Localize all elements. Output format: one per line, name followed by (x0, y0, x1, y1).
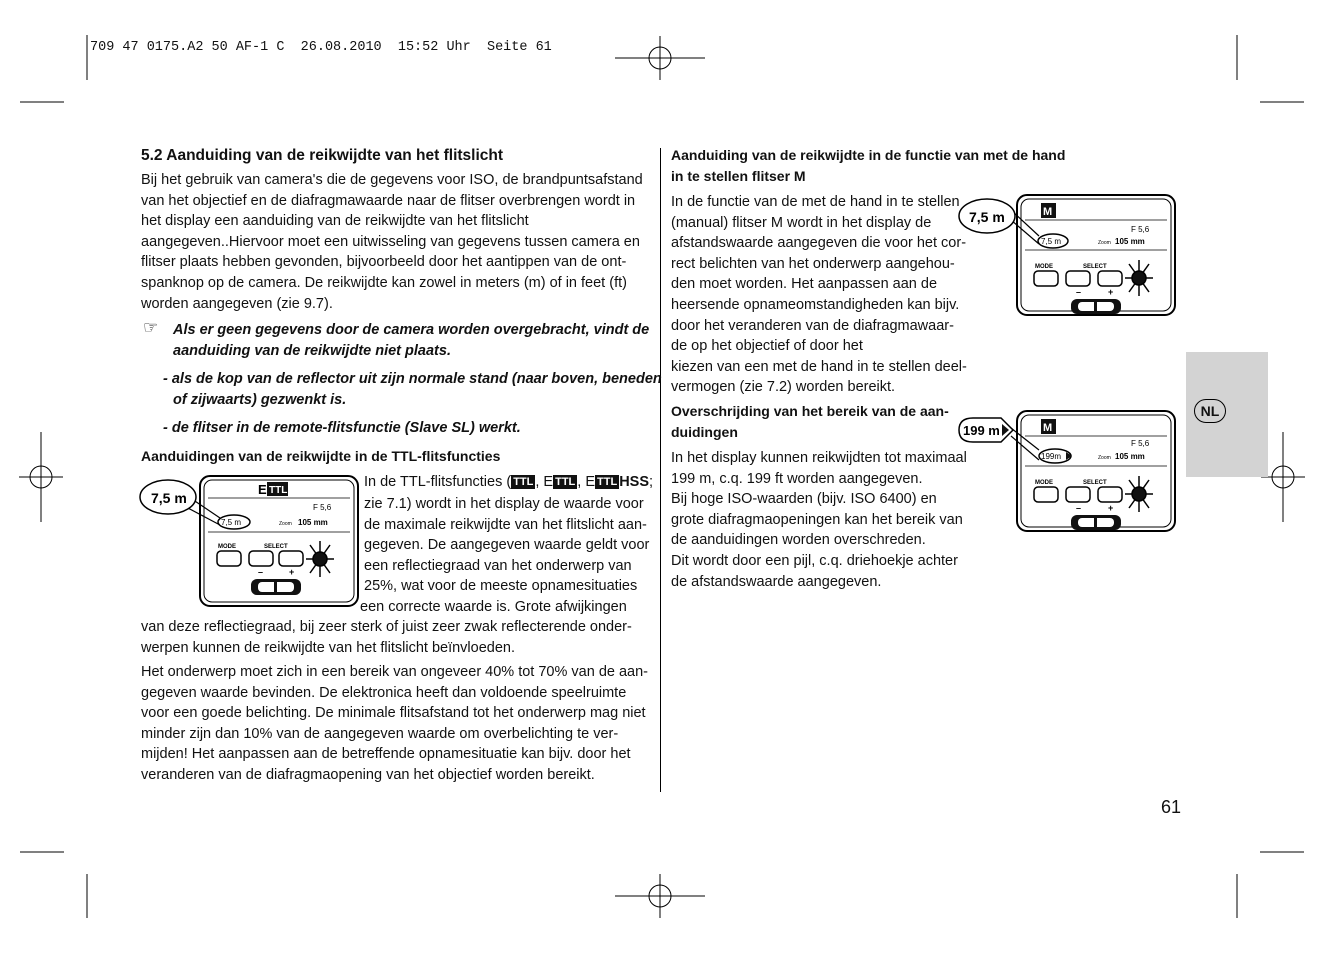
minus-label: – (258, 567, 264, 577)
display-range: 7,5 m (1041, 237, 1062, 246)
mode-button-label: MODE (1035, 264, 1053, 270)
display-ttl-badge: TTL (269, 485, 288, 496)
display-range: 199m (1041, 452, 1062, 461)
display-zoom-label: Zoom (1098, 455, 1111, 461)
display-mode-badge: M (1043, 422, 1053, 434)
display-zoom-label: Zoom (1098, 240, 1111, 246)
minus-label: – (1076, 287, 1082, 297)
ttl-wrap-paragraph: zie 7.1) wordt in het display de waarde voor de maximale reikwijdte van het flitslicht aan- gegeven. De aangegeven waarde geldt voor een reflectiegraad van het onderwerp van 25%, wat voor de meeste opnamesituaties een correcte waarde is. Grote afwijkingen (360, 496, 650, 615)
display-range: 7,5 m (221, 518, 242, 527)
manual-heading: Aanduiding van de reikwijdte in de functie van met de hand in te stellen flitser M (671, 147, 1066, 184)
ettl-badge: TTL (555, 476, 576, 488)
note-bullet-reflector: - als de kop van de reflector uit zijn normale stand (naar boven, beneden of zijwaarts) gezwenkt is. (163, 371, 662, 408)
column-divider (660, 148, 661, 792)
range-callout: 7,5 m (151, 490, 187, 506)
intro-paragraph: Bij het gebruik van camera's die de gegevens voor ISO, de brandpuntsafstand van het objectief en de diafragmawaarde naar de flitser overbrengen wordt in het display een aanduiding van de reikwijdte van het flitslicht aangegeven..Hiervoor moet een uitwisseling van gegevens tussen camera en flitser plaats hebben gevonden, bijvoorbeeld door het aantippen van de ont- spanknop op de camera. De reikwijdte kan zowel in meters (m) of in feet (ft) worden aangegeven (zie 9.7). (141, 172, 643, 312)
flash-burst-icon (1125, 476, 1153, 512)
mode-button-label: MODE (1035, 480, 1053, 486)
overrange-heading: Overschrijding van het bereik van de aan- duidingen (671, 403, 949, 440)
plus-label: + (1108, 503, 1114, 513)
note-text: Als er geen gegevens door de camera worden overgebracht, vindt de aanduiding van de reikwijdte niet plaats. (173, 322, 650, 359)
display-mode-badge: M (1043, 206, 1053, 218)
flash-display-overrange (955, 408, 1180, 534)
print-header: 709 47 0175.A2 50 AF-1 C 26.08.2010 15:52 Uhr Seite 61 (90, 40, 552, 55)
range-callout: 7,5 m (969, 209, 1005, 225)
section-heading: 5.2 Aanduiding van de reikwijdte van het flitslicht (141, 147, 504, 164)
minus-label: – (1076, 503, 1082, 513)
display-aperture: F 5,6 (1131, 439, 1150, 448)
mode-button-label: MODE (218, 544, 236, 550)
ttl-full-paragraph: van deze reflectiegraad, bij zeer sterk of juist zeer zwak reflecterende onder- werpen kunnen de reikwijdte van het flitslicht beïnvloeden. (141, 619, 632, 656)
display-aperture: F 5,6 (313, 503, 332, 512)
range-paragraph: Het onderwerp moet zich in een bereik van ongeveer 40% tot 70% van de aan- gegeven waarde bevinden. De elektronica heeft dan voldoende speelruimte voor een goede belichting. De minimale flitsafstand tot het onderwerp mag niet minder zijn dan 10% van de aangegeven waarde om overbelichting te ver- mijden! Het aanpassen aan de betreffende opnamesituatie kan bijv. door het veranderen van de diafragmaopening van het objectief worden bereikt. (141, 664, 649, 783)
note-hand-icon: ☞ (143, 318, 159, 337)
select-button-label: SELECT (1083, 480, 1107, 486)
select-button-label: SELECT (264, 544, 288, 550)
plus-label: + (289, 567, 295, 577)
ttl-badge: TTL (513, 476, 534, 488)
flash-display-manual (955, 192, 1180, 318)
note-bullet-remote: - de flitser in de remote-flitsfunctie (Slave SL) werkt. (163, 420, 521, 436)
plus-label: + (1108, 287, 1114, 297)
manual-paragraph: In de functie van de met de hand in te stellen (manual) flitser M wordt in het display de afstandswaarde aangegeven die voor het cor- rect belichten van het onderwerp aangehou- den moet worden. Het aanpassen aan de heersende opnameomstandigheden kan bijv. door het veranderen van de diafragmawaar- de op het objectief of door het kiezen van een met de hand in te stellen deel- vermogen (zie 7.2) worden bereikt. (671, 194, 967, 396)
language-badge: NL (1194, 399, 1226, 423)
display-zoom: 105 mm (1115, 237, 1145, 246)
ttl-subheading: Aanduidingen van de reikwijdte in de TTL-flitsfuncties (141, 448, 501, 464)
overrange-paragraph: In het display kunnen reikwijdten tot maximaal 199 m, c.q. 199 ft worden aangegeven. Bij hoge ISO-waarden (bijv. ISO 6400) en grote diafragmaopeningen kan het bereik van de aanduidingen worden overschreden. Dit wordt door een pijl, c.q. driehoekje achter de afstandswaarde aangegeven. (671, 450, 967, 590)
range-callout: 199 m (963, 423, 1000, 438)
display-aperture: F 5,6 (1131, 225, 1150, 234)
flash-display-ttl (138, 473, 360, 611)
display-mode-letter: E (258, 482, 267, 497)
display-zoom: 105 mm (298, 518, 328, 527)
flash-burst-icon (306, 541, 334, 577)
ttl-intro-line: In de TTL-flitsfuncties ( TTL , E TTL , E TTL HSS; (364, 474, 654, 490)
flash-burst-icon (1125, 260, 1153, 296)
page-number: 61 (1161, 797, 1182, 817)
select-button-label: SELECT (1083, 264, 1107, 270)
display-zoom-label: Zoom (279, 521, 292, 527)
ettl-hss-badge: TTL (597, 476, 618, 488)
display-zoom: 105 mm (1115, 452, 1145, 461)
